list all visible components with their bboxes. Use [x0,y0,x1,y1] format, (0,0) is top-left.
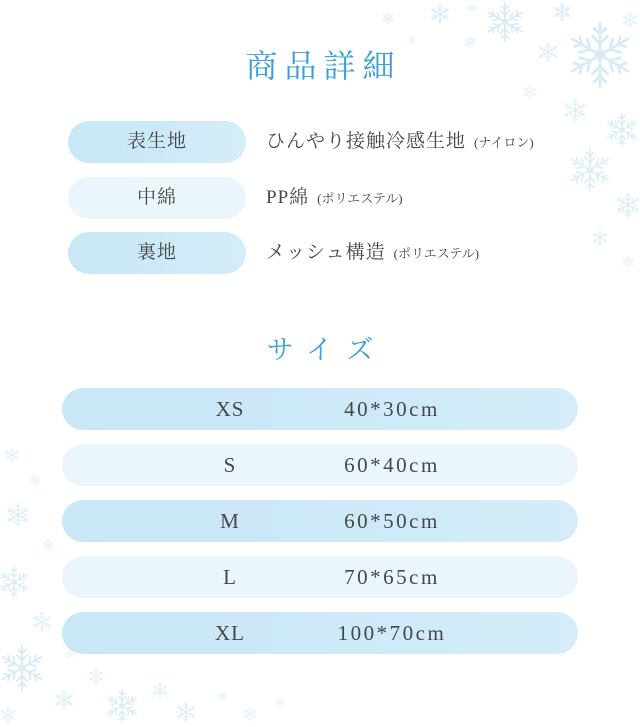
size-label: XS [215,397,245,421]
sizes-title: サイズ [266,335,388,365]
details-title: 商品詳細 [245,48,402,84]
material-label: 表生地 [68,121,246,163]
size-dimensions: 70*65cm [344,565,440,589]
size-row [62,388,578,430]
size-row [62,556,578,598]
size-row [62,444,578,486]
material-description: PP綿 [266,187,310,208]
material-value [266,177,403,219]
material-fiber: (ナイロン) [474,135,534,150]
material-row [0,177,640,219]
material-fiber: (ポリエステル) [393,246,480,261]
size-dimensions: 60*40cm [344,453,440,477]
size-dimensions: 100*70cm [337,621,447,645]
material-row [0,121,640,163]
size-label: S [223,453,237,477]
material-row [0,232,640,274]
material-fiber: (ポリエステル) [317,191,403,206]
size-row [62,500,578,542]
material-description: メッシュ構造 [266,242,386,263]
material-value [266,121,534,163]
material-description: ひんやり接触冷感生地 [266,131,467,152]
material-value [266,232,479,274]
size-dimensions: 60*50cm [344,509,440,533]
size-row [62,612,578,654]
size-label: M [220,509,240,533]
size-dimensions: 40*30cm [344,397,440,421]
material-label: 裏地 [68,232,246,274]
size-label: XL [215,621,245,645]
size-label: L [223,565,237,589]
material-label: 中綿 [68,177,246,219]
